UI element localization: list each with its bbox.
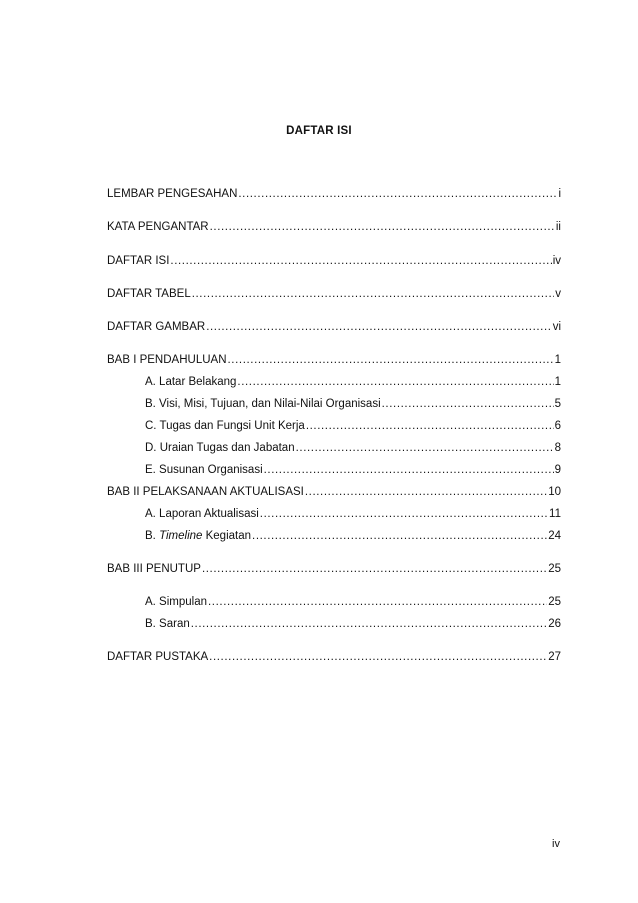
dot-leader	[206, 320, 552, 334]
dot-leader	[202, 562, 547, 576]
toc-label: B. Timeline Kegiatan	[145, 530, 252, 542]
toc-entry-tugas-fungsi[interactable]	[145, 419, 561, 433]
toc-entry-susunan-organisasi[interactable]	[145, 463, 561, 477]
toc-entry-simpulan[interactable]	[145, 595, 561, 609]
toc-entry-daftar-pustaka[interactable]	[107, 650, 561, 664]
toc-label: C. Tugas dan Fungsi Unit Kerja	[145, 420, 305, 432]
dot-leader	[228, 353, 554, 367]
toc-label: A. Latar Belakang	[145, 376, 237, 388]
toc-page-number: v	[555, 288, 561, 300]
toc-page-number: 9	[554, 464, 561, 476]
dot-leader	[296, 441, 554, 455]
dot-leader	[306, 419, 554, 433]
toc-label: DAFTAR GAMBAR	[107, 321, 206, 333]
dot-leader	[237, 375, 553, 389]
page-title: DAFTAR ISI	[286, 125, 352, 137]
toc-page-number: 26	[548, 618, 561, 630]
dot-leader	[209, 650, 547, 664]
toc-entry-bab-1[interactable]	[107, 353, 561, 367]
toc-label: DAFTAR PUSTAKA	[107, 651, 209, 663]
toc-entry-visi-misi[interactable]	[145, 397, 561, 411]
toc-label: D. Uraian Tugas dan Jabatan	[145, 442, 295, 454]
toc-label: LEMBAR PENGESAHAN	[107, 188, 238, 200]
toc-page-number: 1	[554, 354, 561, 366]
toc-page-number: ii	[555, 221, 561, 233]
toc-page-number: 6	[554, 420, 561, 432]
toc-entry-latar-belakang[interactable]	[145, 375, 561, 389]
toc-entry-lembar-pengesahan[interactable]	[107, 187, 561, 201]
toc-entry-daftar-tabel[interactable]	[107, 287, 561, 301]
toc-page-number: 11	[549, 508, 561, 520]
toc-page-number: 8	[554, 442, 561, 454]
toc-page-number: 25	[548, 596, 561, 608]
toc-page-number: 24	[548, 530, 561, 542]
toc-label: BAB I PENDAHULUAN	[107, 354, 227, 366]
dot-leader	[192, 287, 555, 301]
toc-label: B. Saran	[145, 618, 190, 630]
toc-entry-daftar-isi[interactable]	[107, 254, 561, 268]
toc-entry-daftar-gambar[interactable]	[107, 320, 561, 334]
toc-page-number: 25	[548, 563, 561, 575]
toc-page-number: 5	[554, 398, 561, 410]
dot-leader	[191, 617, 547, 631]
toc-entry-uraian-tugas[interactable]	[145, 441, 561, 455]
toc-label: DAFTAR ISI	[107, 255, 170, 267]
toc-label: DAFTAR TABEL	[107, 288, 191, 300]
toc-entry-kata-pengantar[interactable]	[107, 220, 561, 234]
toc-entry-laporan-aktualisasi[interactable]	[145, 507, 561, 521]
toc-label: A. Laporan Aktualisasi	[145, 508, 259, 520]
toc-label: E. Susunan Organisasi	[145, 464, 263, 476]
toc-label: A. Simpulan	[145, 596, 208, 608]
dot-leader	[208, 595, 547, 609]
toc-entry-bab-2[interactable]	[107, 485, 561, 499]
toc-page-number: iv	[552, 255, 561, 267]
dot-leader	[210, 220, 555, 234]
toc-label: BAB III PENUTUP	[107, 563, 201, 575]
toc-entry-bab-3[interactable]	[107, 562, 561, 576]
toc-page-number: 10	[548, 486, 561, 498]
dot-leader	[252, 529, 547, 543]
toc-entry-timeline-kegiatan[interactable]	[145, 529, 561, 543]
dot-leader	[170, 254, 551, 268]
toc-page-number: vi	[552, 321, 561, 333]
toc-page-number: i	[558, 188, 561, 200]
dot-leader	[238, 187, 557, 201]
toc-page-number: 1	[554, 376, 561, 388]
page-number: iv	[552, 838, 560, 850]
dot-leader	[260, 507, 548, 521]
toc-label: B. Visi, Misi, Tujuan, dan Nilai-Nilai Organisasi	[145, 398, 381, 410]
dot-leader	[382, 397, 554, 411]
dot-leader	[264, 463, 554, 477]
dot-leader	[305, 485, 547, 499]
toc-entry-saran[interactable]	[145, 617, 561, 631]
toc-label: KATA PENGANTAR	[107, 221, 209, 233]
toc-label: BAB II PELAKSANAAN AKTUALISASI	[107, 486, 304, 498]
toc-page-number: 27	[548, 651, 561, 663]
